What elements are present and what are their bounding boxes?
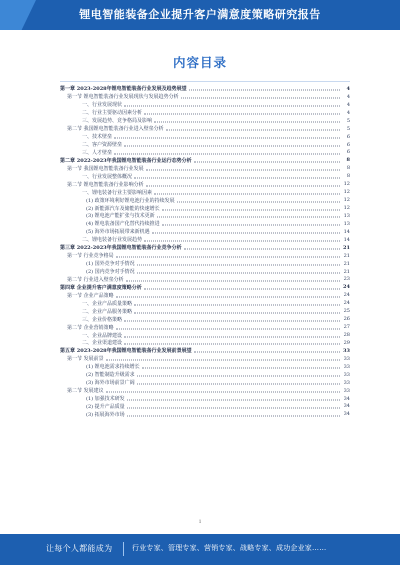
toc-entry[interactable] bbox=[60, 291, 350, 299]
toc-entry-title: (4) 锂电装备国产化替代持续推进 bbox=[86, 221, 160, 228]
toc-entry-page: 12 bbox=[343, 197, 350, 204]
toc-leader-dots bbox=[154, 122, 340, 123]
toc-entry[interactable] bbox=[60, 236, 350, 244]
toc-entry[interactable] bbox=[60, 299, 350, 307]
toc-entry-title: (1) 锂电池需求持续增长 bbox=[86, 364, 140, 371]
toc-entry-title: 第一章 2023-2028年锂电智能装备行业发展及趋势展望 bbox=[60, 86, 187, 93]
toc-leader-dots bbox=[154, 193, 340, 194]
toc-entry[interactable] bbox=[60, 109, 350, 117]
toc-entry[interactable] bbox=[60, 339, 350, 347]
toc-entry-page: 8 bbox=[346, 157, 350, 164]
page-number: 1 bbox=[198, 520, 202, 525]
toc-entry[interactable] bbox=[60, 141, 350, 149]
toc-entry[interactable] bbox=[60, 379, 350, 387]
toc-leader-dots bbox=[157, 217, 340, 218]
toc-entry-title: (5) 海外市场拓展带来新机遇 bbox=[86, 229, 150, 236]
toc-entry-title: 第二节 锂电智能装备行业影响分析 bbox=[67, 181, 144, 188]
toc-entry-title: 第一节 发展前景 bbox=[67, 356, 104, 363]
toc-entry[interactable] bbox=[60, 371, 350, 379]
toc-entry-page: 34 bbox=[343, 403, 350, 410]
toc-entry-title: 第二节 行业进入壁垒分析 bbox=[67, 276, 124, 283]
toc-leader-dots bbox=[162, 209, 340, 210]
toc-entry-page: 6 bbox=[346, 141, 350, 148]
toc-entry-title: 第一节 锂电智能装备行业发展现状与发展趋势分析 bbox=[67, 94, 179, 101]
toc-entry[interactable] bbox=[60, 228, 350, 236]
toc-entry[interactable] bbox=[60, 117, 350, 125]
toc-leader-dots bbox=[127, 400, 340, 401]
toc-leader-dots bbox=[114, 153, 340, 154]
toc-entry-title: 第一节 企业产品策略 bbox=[67, 292, 114, 299]
toc-entry-page: 4 bbox=[346, 101, 350, 108]
toc-leader-dots bbox=[106, 392, 340, 393]
toc-leader-dots bbox=[134, 177, 340, 178]
toc-entry-page: 27 bbox=[343, 324, 350, 331]
toc-leader-dots bbox=[124, 146, 340, 147]
toc-entry[interactable] bbox=[60, 204, 350, 212]
toc-entry[interactable] bbox=[60, 276, 350, 284]
toc-entry-title: (3) 锂电池产能扩张与技术更新 bbox=[86, 213, 155, 220]
toc-leader-dots bbox=[181, 98, 340, 99]
toc-leader-dots bbox=[142, 368, 340, 369]
toc-entry-title: 第二节 企业营销策略 bbox=[67, 324, 114, 331]
toc-entry[interactable] bbox=[60, 101, 350, 109]
toc-leader-dots bbox=[194, 161, 340, 162]
toc-entry-title: 二、企业产品服务策略 bbox=[82, 308, 133, 315]
toc-entry-page: 33 bbox=[343, 355, 350, 362]
toc-entry-page: 4 bbox=[346, 85, 350, 92]
toc-entry-title: (1) 国外竞争对手情况 bbox=[86, 261, 135, 268]
toc-leader-dots bbox=[137, 265, 340, 266]
toc-entry-page: 14 bbox=[343, 228, 350, 235]
toc-heading: 内容目录 bbox=[172, 55, 227, 70]
toc-entry-title: 三、企业价格策略 bbox=[82, 316, 123, 323]
toc-entry[interactable] bbox=[60, 196, 350, 204]
toc-entry-page: 8 bbox=[346, 165, 350, 172]
toc-entry-title: (2) 提升产品质量 bbox=[86, 403, 125, 410]
toc-entry[interactable] bbox=[60, 85, 350, 93]
toc-entry-title: 第五章 2023-2028年我国锂电智能装备行业发展前景展望 bbox=[60, 348, 192, 355]
toc-leader-dots bbox=[124, 106, 340, 107]
toc-entry-page: 21 bbox=[343, 260, 350, 267]
toc-entry[interactable] bbox=[60, 172, 350, 180]
toc-entry-title: 二、行业主要驱动因素分析 bbox=[82, 110, 143, 117]
toc-entry[interactable] bbox=[60, 156, 350, 164]
toc-leader-dots bbox=[152, 233, 340, 234]
toc-leader-dots bbox=[177, 201, 340, 202]
toc-entry-page: 21 bbox=[343, 244, 350, 251]
toc-entry[interactable] bbox=[60, 331, 350, 339]
toc-entry-title: 第一节 我国锂电智能装备行业发展 bbox=[67, 165, 144, 172]
toc-leader-dots bbox=[116, 296, 340, 297]
toc-entry-title: (1) 加强技术研发 bbox=[86, 396, 125, 403]
toc-leader-dots bbox=[137, 376, 340, 377]
toc-entry-title: 第二章 2022-2023年我国锂电智能装备行业运行态势分析 bbox=[60, 157, 192, 164]
toc-entry-page: 6 bbox=[346, 149, 350, 156]
toc-entry[interactable] bbox=[60, 149, 350, 157]
toc-entry-page: 21 bbox=[343, 252, 350, 259]
toc-leader-dots bbox=[106, 360, 340, 361]
toc-entry[interactable] bbox=[60, 164, 350, 172]
toc-entry-page: 23 bbox=[343, 276, 350, 283]
toc-entry[interactable] bbox=[60, 93, 350, 101]
toc-entry[interactable] bbox=[60, 347, 350, 355]
toc-entry-page: 33 bbox=[343, 379, 350, 386]
toc-entry-title: (2) 国内竞争对手情况 bbox=[86, 269, 135, 276]
toc-entry-page: 14 bbox=[343, 236, 350, 243]
toc-entry-title: (2) 智能制造升级需求 bbox=[86, 372, 135, 379]
toc-entry-page: 33 bbox=[343, 371, 350, 378]
toc-entry[interactable] bbox=[60, 355, 350, 363]
toc-entry[interactable] bbox=[60, 283, 350, 291]
toc-entry-title: 三、发展趋势、竞争格局及影响 bbox=[82, 118, 153, 125]
toc-entry[interactable] bbox=[60, 133, 350, 141]
toc-leader-dots bbox=[124, 336, 340, 337]
toc-entry-title: 一、企业品牌建设 bbox=[82, 332, 123, 339]
toc-divider bbox=[60, 81, 350, 82]
toc-entry[interactable] bbox=[60, 307, 350, 315]
toc-entry-title: (3) 拓展海外市场 bbox=[86, 411, 125, 418]
toc-entry-page: 13 bbox=[343, 220, 350, 227]
toc-entry[interactable] bbox=[60, 363, 350, 371]
toc-entry[interactable] bbox=[60, 212, 350, 220]
toc-entry-page: 34 bbox=[343, 411, 350, 418]
toc-leader-dots bbox=[137, 273, 340, 274]
toc-leader-dots bbox=[184, 249, 340, 250]
toc-entry-page: 24 bbox=[343, 284, 350, 291]
toc-entry-title: 一、行业发展整体概况 bbox=[82, 173, 133, 180]
toc-entry-page: 34 bbox=[343, 395, 350, 402]
toc-entry[interactable] bbox=[60, 387, 350, 395]
toc-entry-title: (1) 政策环境利好锂电池行业的持续发展 bbox=[86, 197, 175, 204]
toc-entry[interactable] bbox=[60, 268, 350, 276]
toc-leader-dots bbox=[144, 288, 340, 289]
toc-leader-dots bbox=[162, 225, 340, 226]
toc-entry-title: 一、技术壁垒 bbox=[82, 134, 113, 141]
toc-entry-title: (3) 海外市场前景广阔 bbox=[86, 380, 135, 387]
toc-leader-dots bbox=[144, 114, 340, 115]
toc-leader-dots bbox=[189, 90, 340, 91]
toc-leader-dots bbox=[166, 130, 340, 131]
toc-entry-page: 29 bbox=[343, 339, 350, 346]
toc-entry-page: 33 bbox=[343, 363, 350, 370]
toc-leader-dots bbox=[144, 241, 340, 242]
toc-entry-title: 三、人才壁垒 bbox=[82, 149, 113, 156]
toc-entry-page: 33 bbox=[343, 347, 350, 354]
toc-entry[interactable] bbox=[60, 244, 350, 252]
toc-entry-title: (2) 新能源汽车及储能的快速增长 bbox=[86, 205, 160, 212]
toc-entry-title: 一、锂电装备行业主要影响因素 bbox=[82, 189, 153, 196]
toc-entry-page: 12 bbox=[343, 205, 350, 212]
toc-entry-page: 4 bbox=[346, 109, 350, 116]
toc-entry-page: 12 bbox=[343, 189, 350, 196]
toc-entry-page: 12 bbox=[343, 181, 350, 188]
toc-entry-title: 第三章 2022-2023年我国锂电智能装备行业竞争分析 bbox=[60, 245, 182, 252]
footer-divider bbox=[123, 542, 124, 556]
toc-entry-title: 第二节 我国锂电智能装备行业进入壁垒分析 bbox=[67, 126, 164, 133]
toc-entry[interactable] bbox=[60, 125, 350, 133]
toc-entry-page: 4 bbox=[346, 93, 350, 100]
page-footer bbox=[0, 534, 400, 565]
toc-entry-page: 24 bbox=[343, 292, 350, 299]
toc-entry[interactable] bbox=[60, 315, 350, 323]
toc-entry[interactable] bbox=[60, 395, 350, 403]
toc-entry-page: 24 bbox=[343, 300, 350, 307]
toc-entry-title: 第一节 行业竞争格局 bbox=[67, 253, 114, 260]
toc-leader-dots bbox=[114, 138, 340, 139]
toc-entry-title: 第四章 企业提升客户满意度策略分析 bbox=[60, 284, 142, 291]
toc-entry[interactable] bbox=[60, 323, 350, 331]
toc-entry-page: 26 bbox=[343, 316, 350, 323]
toc-entry-page: 13 bbox=[343, 212, 350, 219]
table-of-contents bbox=[60, 85, 350, 418]
toc-entry[interactable] bbox=[60, 260, 350, 268]
toc-entry[interactable] bbox=[60, 188, 350, 196]
toc-entry[interactable] bbox=[60, 252, 350, 260]
toc-entry-title: 一、企业产品质量策略 bbox=[82, 300, 133, 307]
footer-slogan: 让每个人都能成为 bbox=[46, 544, 113, 553]
toc-leader-dots bbox=[116, 257, 340, 258]
toc-leader-dots bbox=[146, 185, 340, 186]
footer-tagline: 行业专家、管理专家、营销专家、战略专家、成功企业家…… bbox=[132, 544, 327, 552]
toc-entry-title: 二、客户资源壁垒 bbox=[82, 142, 123, 149]
toc-entry-page: 8 bbox=[346, 173, 350, 180]
toc-entry-page: 28 bbox=[343, 332, 350, 339]
toc-leader-dots bbox=[134, 304, 340, 305]
toc-entry-title: 二、锂电装备行业发展趋势 bbox=[82, 237, 143, 244]
toc-entry-title: 一、行业发展现状 bbox=[82, 102, 123, 109]
toc-leader-dots bbox=[194, 352, 340, 353]
toc-entry-page: 21 bbox=[343, 268, 350, 275]
toc-entry-title: 二、企业渠道建设 bbox=[82, 340, 123, 347]
toc-entry[interactable] bbox=[60, 180, 350, 188]
toc-leader-dots bbox=[146, 169, 340, 170]
toc-leader-dots bbox=[126, 280, 340, 281]
toc-entry-page: 5 bbox=[346, 117, 350, 124]
toc-entry[interactable] bbox=[60, 410, 350, 418]
toc-entry-page: 5 bbox=[346, 125, 350, 132]
page-header bbox=[0, 0, 400, 30]
toc-leader-dots bbox=[127, 407, 340, 408]
toc-entry-page: 33 bbox=[343, 387, 350, 394]
toc-entry[interactable] bbox=[60, 403, 350, 411]
toc-leader-dots bbox=[134, 312, 340, 313]
toc-leader-dots bbox=[127, 415, 340, 416]
toc-entry-page: 6 bbox=[346, 133, 350, 140]
toc-entry-title: 第二节 发展建议 bbox=[67, 388, 104, 395]
toc-leader-dots bbox=[124, 344, 340, 345]
toc-leader-dots bbox=[137, 384, 340, 385]
toc-entry-page: 25 bbox=[343, 308, 350, 315]
toc-entry[interactable] bbox=[60, 220, 350, 228]
report-title: 锂电智能装备企业提升客户满意度策略研究报告 bbox=[79, 8, 321, 21]
toc-leader-dots bbox=[124, 320, 340, 321]
toc-leader-dots bbox=[116, 328, 340, 329]
